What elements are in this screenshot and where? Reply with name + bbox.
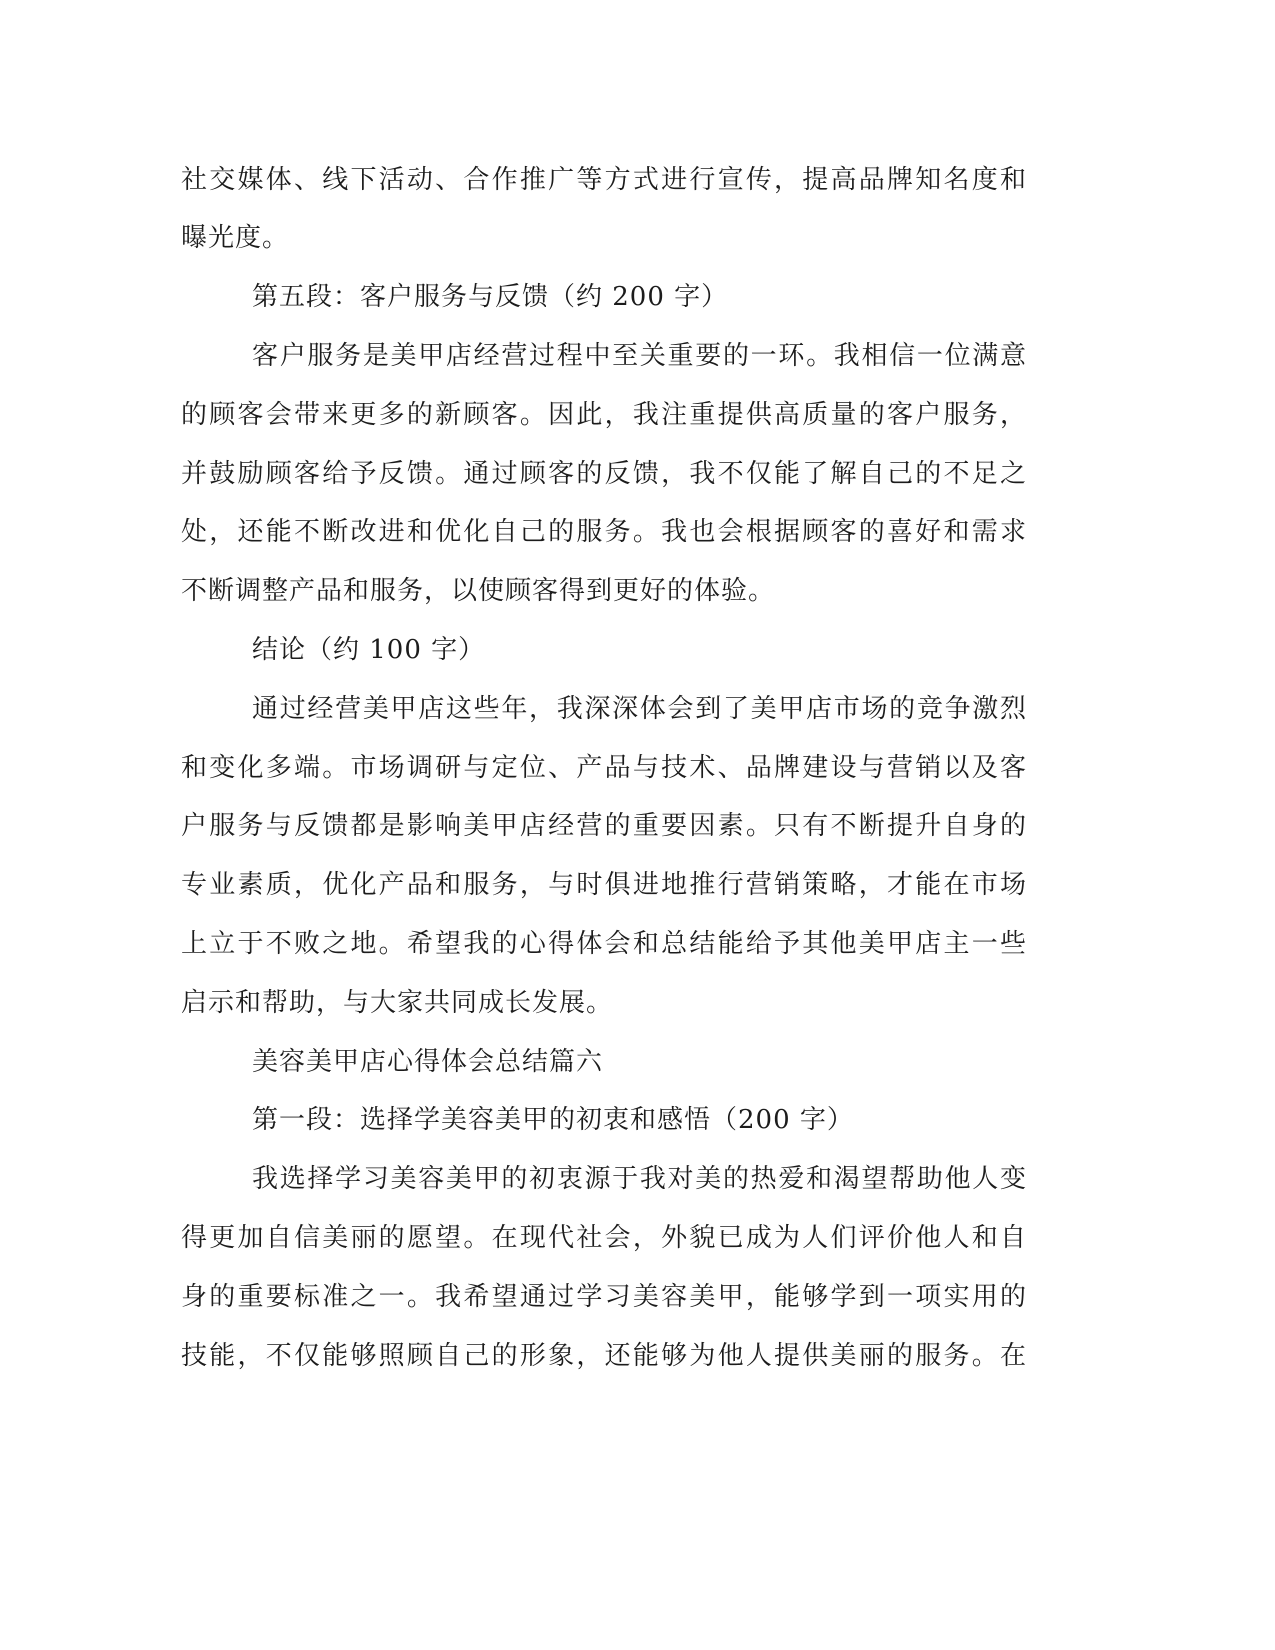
section-heading: 结论（约 100 字） xyxy=(252,635,486,665)
body-text-line: 我选择学习美容美甲的初衷源于我对美的热爱和渴望帮助他人变 xyxy=(252,1164,1027,1194)
body-text-line: 技能，不仅能够照顾自己的形象，还能够为他人提供美丽的服务。在 xyxy=(181,1341,1027,1371)
body-text-line: 得更加自信美丽的愿望。在现代社会，外貌已成为人们评价他人和自 xyxy=(181,1223,1027,1253)
section-heading: 第一段：选择学美容美甲的初衷和感悟（200 字） xyxy=(252,1105,854,1135)
article-title: 美容美甲店心得体会总结篇六 xyxy=(252,1047,604,1077)
body-text-line: 启示和帮助，与大家共同成长发展。 xyxy=(181,988,614,1018)
body-text-line: 处，还能不断改进和优化自己的服务。我也会根据顾客的喜好和需求 xyxy=(181,517,1027,547)
body-text-line: 专业素质，优化产品和服务，与时俱进地推行营销策略，才能在市场 xyxy=(181,870,1027,900)
body-text-line: 通过经营美甲店这些年，我深深体会到了美甲店市场的竞争激烈 xyxy=(252,694,1027,724)
body-text-line: 曝光度。 xyxy=(181,223,290,253)
body-text-line: 不断调整产品和服务，以使顾客得到更好的体验。 xyxy=(181,576,776,606)
body-text-line: 上立于不败之地。希望我的心得体会和总结能给予其他美甲店主一些 xyxy=(181,929,1027,959)
body-text-line: 户服务与反馈都是影响美甲店经营的重要因素。只有不断提升自身的 xyxy=(181,811,1027,841)
body-text-line: 和变化多端。市场调研与定位、产品与技术、品牌建设与营销以及客 xyxy=(181,753,1027,783)
body-text-line: 身的重要标准之一。我希望通过学习美容美甲，能够学到一项实用的 xyxy=(181,1282,1027,1312)
body-text-line: 客户服务是美甲店经营过程中至关重要的一环。我相信一位满意 xyxy=(252,341,1027,371)
body-text-line: 的顾客会带来更多的新顾客。因此，我注重提供高质量的客户服务， xyxy=(181,400,1027,430)
body-text-line: 并鼓励顾客给予反馈。通过顾客的反馈，我不仅能了解自己的不足之 xyxy=(181,459,1027,489)
section-heading: 第五段：客户服务与反馈（约 200 字） xyxy=(252,282,729,312)
body-text-line: 社交媒体、线下活动、合作推广等方式进行宣传，提高品牌知名度和 xyxy=(181,165,1027,195)
